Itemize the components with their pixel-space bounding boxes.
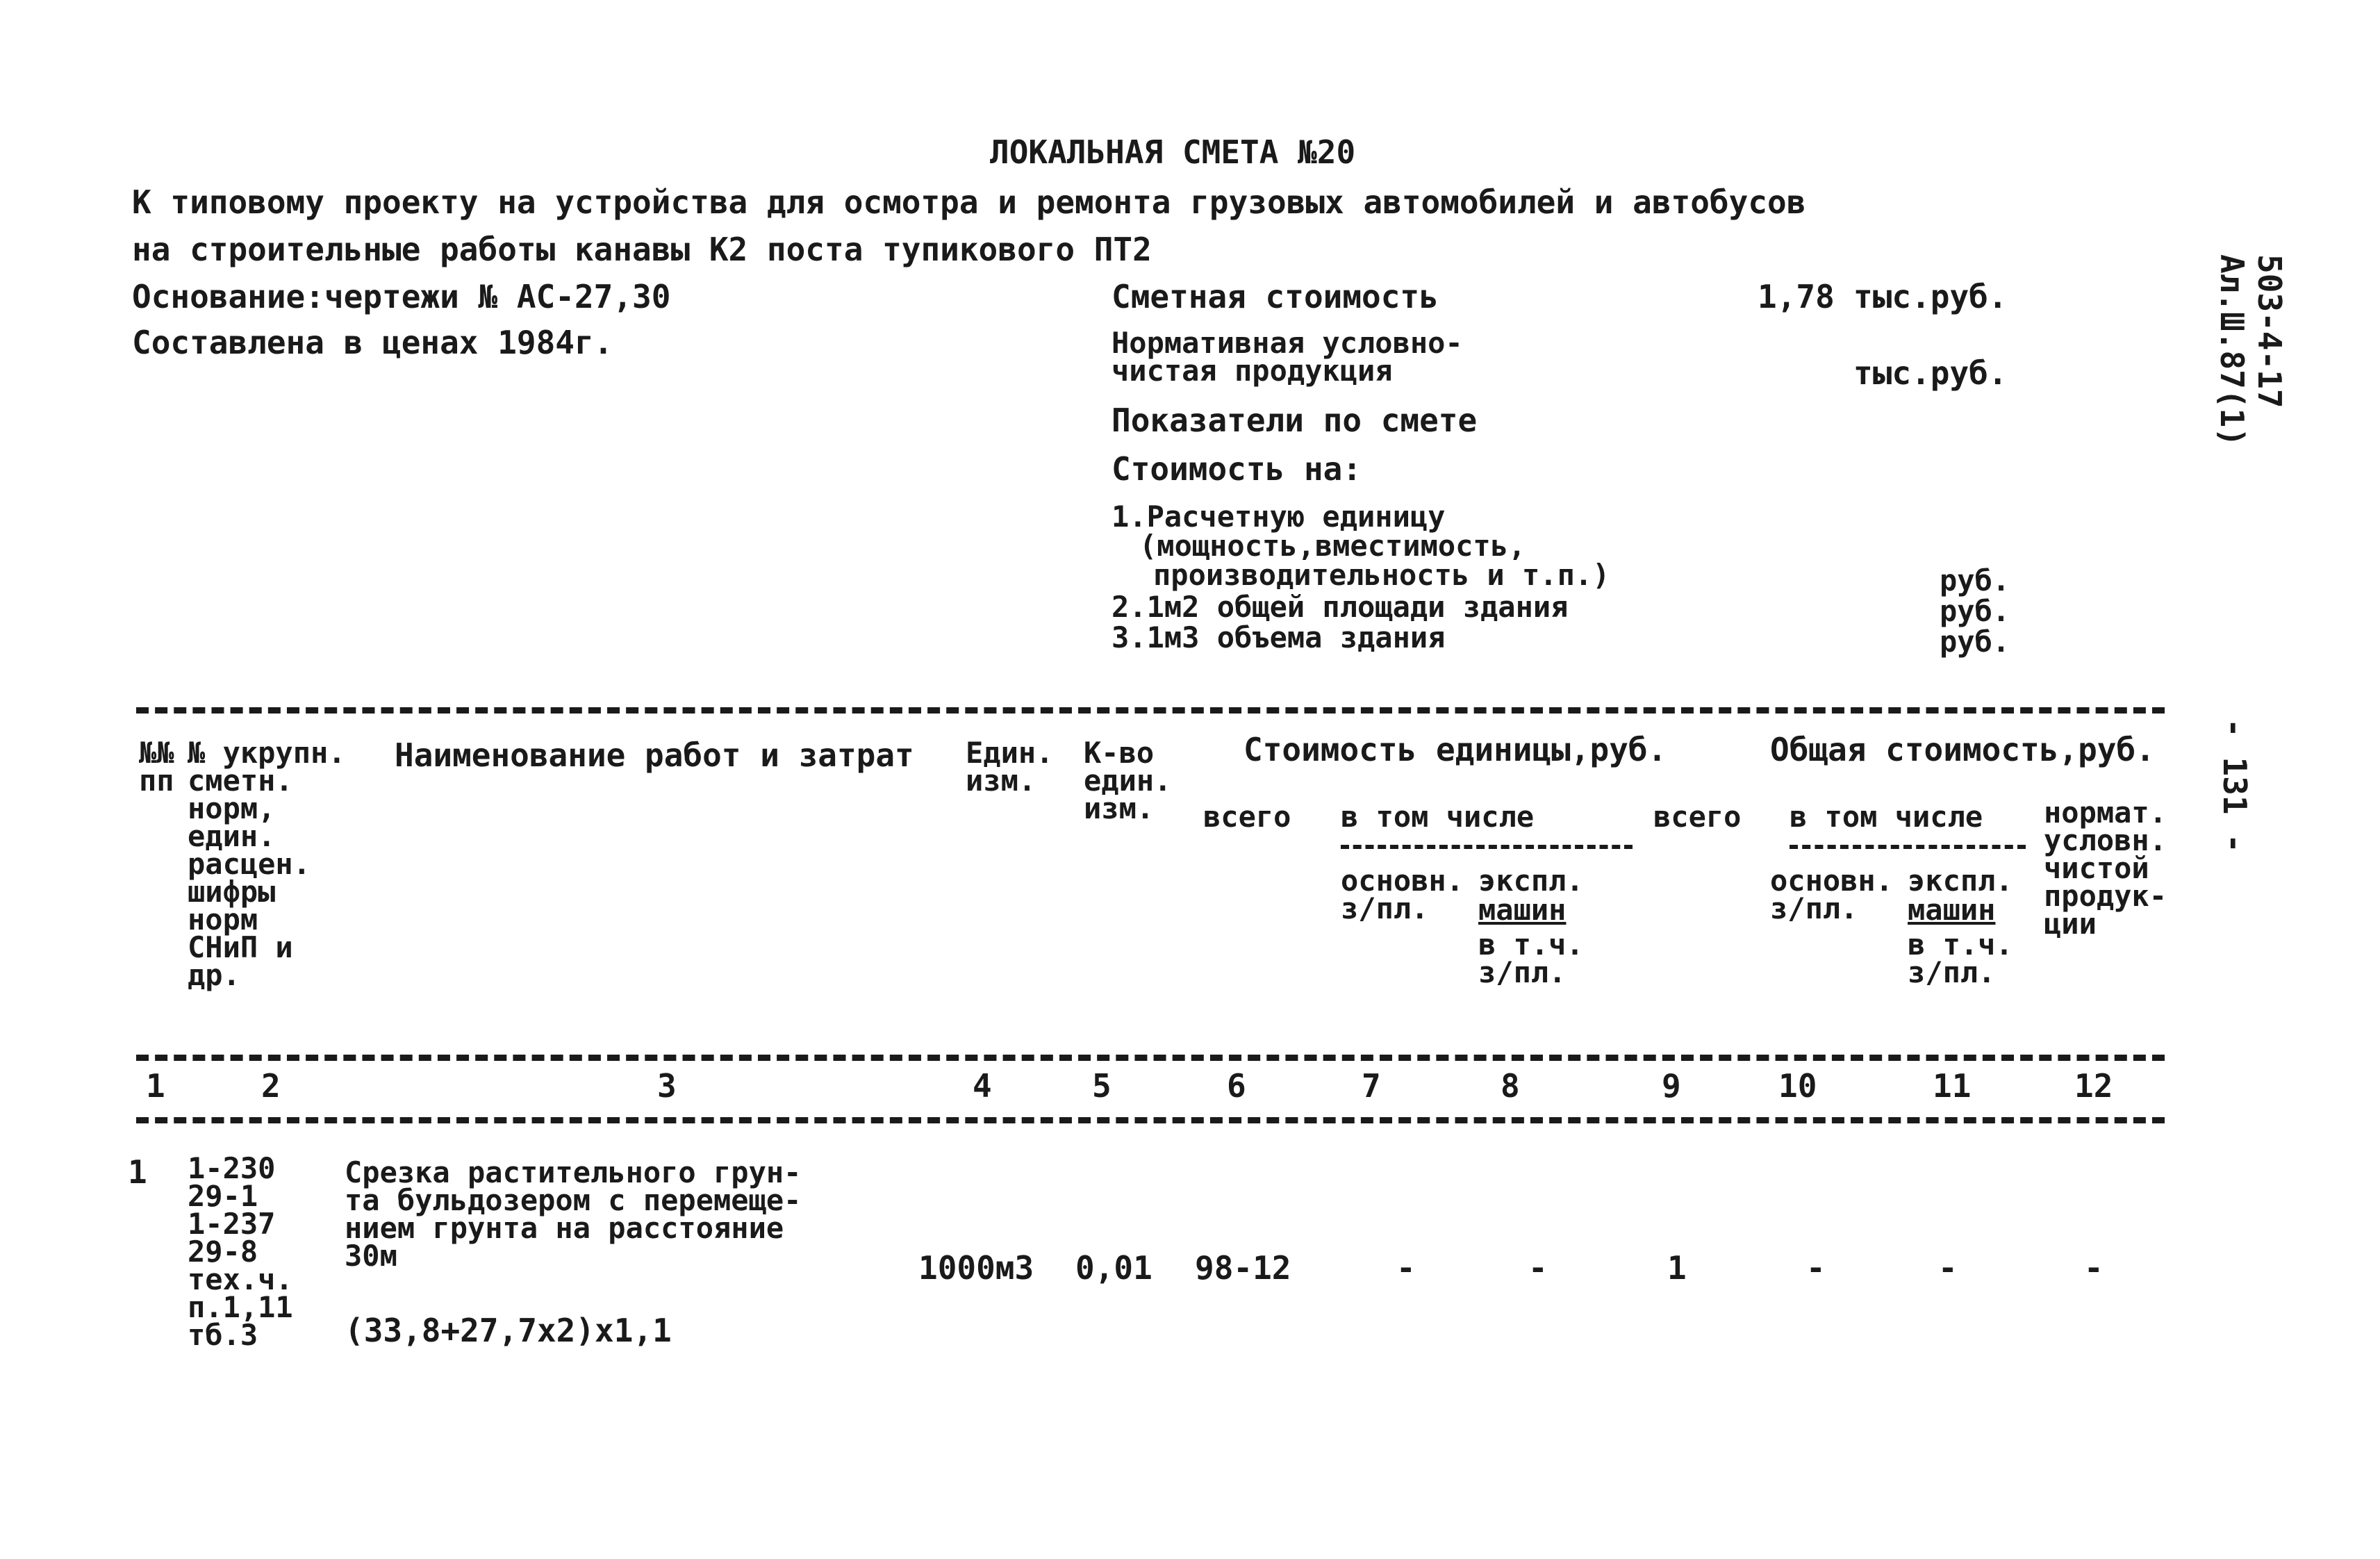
row-norm-code: 1-230 29-1 1-237 29-8 тех.ч. п.1,11 тб.3 <box>188 1151 293 1352</box>
col-group-unit-cost: Стоимость единицы,руб. <box>1243 731 1667 768</box>
prices-line: Составлена в ценах 1984г. <box>132 324 613 361</box>
col-header-unit-basic-wages: основн. з/пл. <box>1341 864 1464 925</box>
col-header-unit-machine: экспл. <box>1478 864 1584 898</box>
col-header-unit-including: в том числе <box>1341 800 1535 834</box>
col-header-unit-total: всего <box>1203 800 1291 834</box>
indicator-item-1-detail: (мощность,вместимость, <box>1139 529 1526 563</box>
document-title: ЛОКАЛЬНАЯ СМЕТА №20 <box>990 133 1356 171</box>
col-number: 6 <box>1227 1067 1246 1105</box>
numbers-bottom-rule <box>136 1117 2165 1123</box>
col-number: 8 <box>1501 1067 1520 1105</box>
col-number: 10 <box>1778 1067 1817 1105</box>
row-unit-basic-wages: - <box>1396 1249 1416 1287</box>
col-group-total-cost: Общая стоимость,руб. <box>1770 731 2155 768</box>
col-number: 9 <box>1662 1067 1681 1105</box>
col-number: 5 <box>1092 1067 1112 1105</box>
row-unit: 1000м3 <box>918 1249 1034 1287</box>
row-total: 1 <box>1667 1249 1687 1287</box>
row-total-basic-wages: - <box>1806 1249 1826 1287</box>
page-number: - 131 - <box>2216 718 2254 853</box>
indicator-item-2: 2.1м2 общей площади здания <box>1112 590 1569 624</box>
indicator-item-3: 3.1м3 объема здания <box>1112 620 1446 654</box>
col-header-number: №№ пп <box>139 736 174 798</box>
indicator-item-1-detail-2: производительность и т.п.) <box>1153 558 1610 592</box>
col-header-total-machine-under: машин <box>1908 893 1996 927</box>
row-unit-total: 98-12 <box>1195 1249 1291 1287</box>
col-header-norm-code: № укрупн. сметн. норм, един. расцен. шифры норм СНиП и др. <box>188 736 346 992</box>
col-number: 11 <box>1933 1067 1972 1105</box>
row-work-name: Срезка растительного грун- та бульдозером с перемеще- нием грунта на расстояние 30м <box>345 1155 802 1273</box>
row-number: 1 <box>128 1153 147 1191</box>
col-header-unit: Един. изм. <box>966 736 1054 798</box>
col-header-total-machine: экспл. <box>1908 864 2013 898</box>
col-header-total-including: в том числе <box>1790 800 1983 834</box>
col-number: 12 <box>2074 1067 2113 1105</box>
estimated-cost-unit: тыс.руб. <box>1853 278 2008 315</box>
col-header-unit-machine-under: машин <box>1478 893 1567 927</box>
estimated-cost-label: Сметная стоимость <box>1112 278 1439 315</box>
total-including-rule <box>1790 845 2026 849</box>
header-bottom-rule <box>136 1055 2165 1061</box>
indicator-item-1: 1.Расчетную единицу <box>1112 500 1446 534</box>
indicator-item-2-unit: руб. <box>1940 594 2010 628</box>
row-unit-machine: - <box>1528 1249 1548 1287</box>
normative-label-1: Нормативная условно- <box>1112 326 1463 360</box>
col-header-work-name: Наименование работ и затрат <box>395 736 914 774</box>
project-line-1: К типовому проекту на устройства для осмотра и ремонта грузовых автомобилей и автобусов <box>132 183 1806 221</box>
basis-line: Основание:чертежи № АС-27,30 <box>132 278 671 315</box>
row-quantity: 0,01 <box>1075 1249 1152 1287</box>
col-header-unit-machine-wages: в т.ч. з/пл. <box>1478 927 1584 989</box>
cost-for-label: Стоимость на: <box>1112 450 1362 488</box>
col-number: 1 <box>146 1067 165 1105</box>
indicators-label: Показатели по смете <box>1112 402 1478 439</box>
row-total-normative: - <box>2084 1249 2104 1287</box>
project-line-2: на строительные работы канавы К2 поста тупикового ПТ2 <box>132 231 1152 268</box>
col-header-total-total: всего <box>1653 800 1742 834</box>
col-number: 3 <box>657 1067 677 1105</box>
indicator-item-1-unit: руб. <box>1940 563 2010 597</box>
col-number: 2 <box>261 1067 281 1105</box>
row-total-machine: - <box>1938 1249 1958 1287</box>
normative-label-2: чистая продукция <box>1112 354 1393 388</box>
col-header-total-basic-wages: основн. з/пл. <box>1770 864 1894 925</box>
unit-including-rule <box>1341 845 1633 849</box>
col-header-normative: нормат. условн. чистой продук- ции <box>2044 795 2167 941</box>
col-header-total-machine-wages: в т.ч. з/пл. <box>1908 927 2013 989</box>
col-number: 4 <box>973 1067 992 1105</box>
series-code: 503-4-17 <box>2251 254 2288 409</box>
indicator-item-3-unit: руб. <box>1940 625 2010 659</box>
estimated-cost-value: 1,78 <box>1758 278 1835 315</box>
col-header-quantity: К-во един. изм. <box>1084 736 1172 825</box>
normative-unit: тыс.руб. <box>1853 354 2008 392</box>
album-code: Ал.Ш.87(1) <box>2213 254 2251 447</box>
col-number: 7 <box>1362 1067 1381 1105</box>
table-top-rule <box>136 707 2165 713</box>
row-formula: (33,8+27,7х2)х1,1 <box>345 1312 672 1349</box>
